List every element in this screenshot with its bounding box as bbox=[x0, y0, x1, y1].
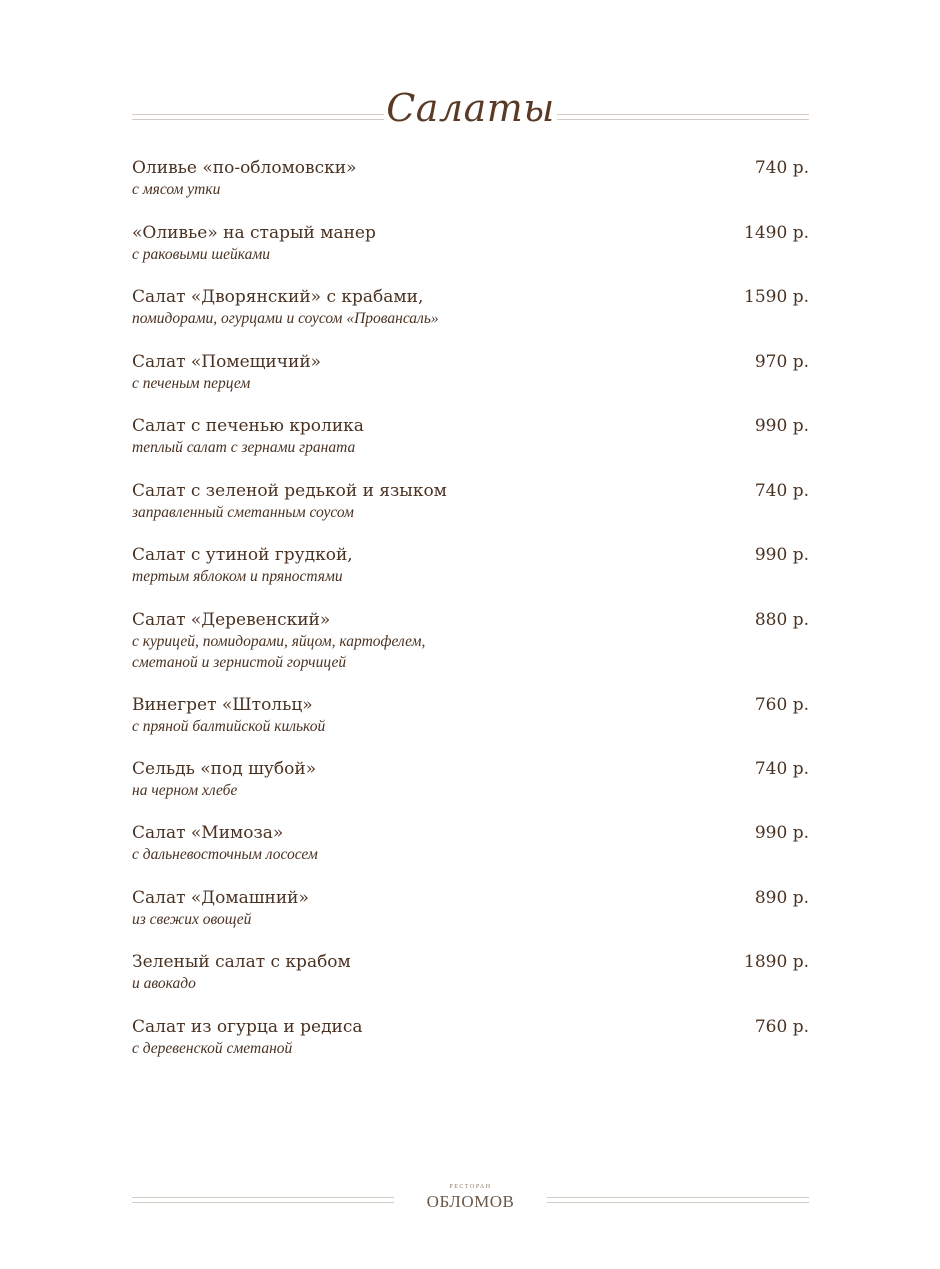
menu-item bbox=[132, 822, 809, 865]
logo-text: ОБЛОМОВ bbox=[426, 1192, 515, 1211]
menu-item-description: с пряной балтийской килькой bbox=[132, 718, 326, 735]
menu-item-name: Салат с зеленой редькой и языком bbox=[132, 481, 447, 501]
header-rule-right bbox=[557, 114, 809, 120]
menu-item-price: 1890 р. bbox=[744, 952, 809, 972]
restaurant-logo bbox=[394, 1180, 547, 1220]
menu-item-description: на черном хлебе bbox=[132, 782, 238, 799]
menu-item-description: теплый салат с зернами граната bbox=[132, 439, 356, 456]
menu-item-name: Салат «Дворянский» с крабами, bbox=[132, 287, 424, 307]
menu-item bbox=[132, 222, 809, 265]
menu-item bbox=[132, 1016, 809, 1059]
menu-item-description: сметаной и зернистой горчицей bbox=[132, 654, 347, 671]
menu-item bbox=[132, 544, 809, 587]
menu-item-price: 990 р. bbox=[754, 823, 809, 843]
menu-item bbox=[132, 351, 809, 394]
menu-item bbox=[132, 887, 809, 930]
menu-item-price: 740 р. bbox=[754, 759, 809, 779]
menu-item-price: 1590 р. bbox=[744, 287, 809, 307]
menu-item-name: Салат «Мимоза» bbox=[132, 823, 284, 843]
menu-item-name: Салат из огурца и редиса bbox=[132, 1017, 363, 1037]
menu-item-description: с деревенской сметаной bbox=[132, 1040, 293, 1057]
menu-item-price: 990 р. bbox=[754, 545, 809, 565]
menu-item bbox=[132, 157, 809, 200]
header-rule-left bbox=[132, 114, 384, 120]
menu-item-price: 970 р. bbox=[754, 352, 809, 372]
menu-item bbox=[132, 951, 809, 994]
menu-item-description: тертым яблоком и пряностями bbox=[132, 568, 343, 585]
menu-item-description: с мясом утки bbox=[132, 181, 221, 198]
menu-item-price: 990 р. bbox=[754, 416, 809, 436]
menu-item-price: 890 р. bbox=[754, 888, 809, 908]
menu-item bbox=[132, 694, 809, 737]
menu-item-description: заправленный сметанным соусом bbox=[132, 504, 354, 521]
menu-item-name: Сельдь «под шубой» bbox=[132, 759, 317, 779]
menu-item-price: 760 р. bbox=[754, 1017, 809, 1037]
menu-item-description: с раковыми шейками bbox=[132, 246, 270, 263]
menu-item-price: 740 р. bbox=[754, 158, 809, 178]
menu-item-name: Зеленый салат с крабом bbox=[132, 952, 351, 972]
menu-item bbox=[132, 286, 809, 329]
menu-item-name: «Оливье» на старый манер bbox=[132, 223, 376, 243]
menu-item bbox=[132, 758, 809, 801]
menu-item-description: с курицей, помидорами, яйцом, картофелем, bbox=[132, 633, 426, 650]
menu-item-price: 760 р. bbox=[754, 695, 809, 715]
footer-rule-left bbox=[132, 1197, 394, 1203]
menu-item-description: с дальневосточным лососем bbox=[132, 846, 318, 863]
logo-subtext: РЕСТОРАН bbox=[449, 1184, 492, 1190]
menu-item bbox=[132, 609, 809, 673]
menu-item-description: с печеным перцем bbox=[132, 375, 251, 392]
section-title: Салаты bbox=[386, 86, 555, 130]
menu-item bbox=[132, 415, 809, 458]
menu-item-description: помидорами, огурцами и соусом «Провансаль» bbox=[132, 310, 439, 327]
menu-footer bbox=[132, 1180, 809, 1220]
menu-item bbox=[132, 480, 809, 523]
menu-item-description: из свежих овощей bbox=[132, 911, 252, 928]
menu-item-name: Салат с печенью кролика bbox=[132, 416, 364, 436]
menu-item-name: Салат «Помещичий» bbox=[132, 352, 322, 372]
menu-item-name: Салат с утиной грудкой, bbox=[132, 545, 353, 565]
menu-item-name: Винегрет «Штольц» bbox=[132, 695, 313, 715]
menu-item-price: 1490 р. bbox=[744, 223, 809, 243]
menu-item-name: Салат «Деревенский» bbox=[132, 610, 331, 630]
footer-rule-right bbox=[547, 1197, 809, 1203]
menu-item-name: Оливье «по-обломовски» bbox=[132, 158, 357, 178]
menu-item-description: и авокадо bbox=[132, 975, 196, 992]
menu-item-price: 880 р. bbox=[754, 610, 809, 630]
menu-item-price: 740 р. bbox=[754, 481, 809, 501]
menu-item-name: Салат «Домашний» bbox=[132, 888, 309, 908]
menu-header bbox=[132, 84, 809, 144]
